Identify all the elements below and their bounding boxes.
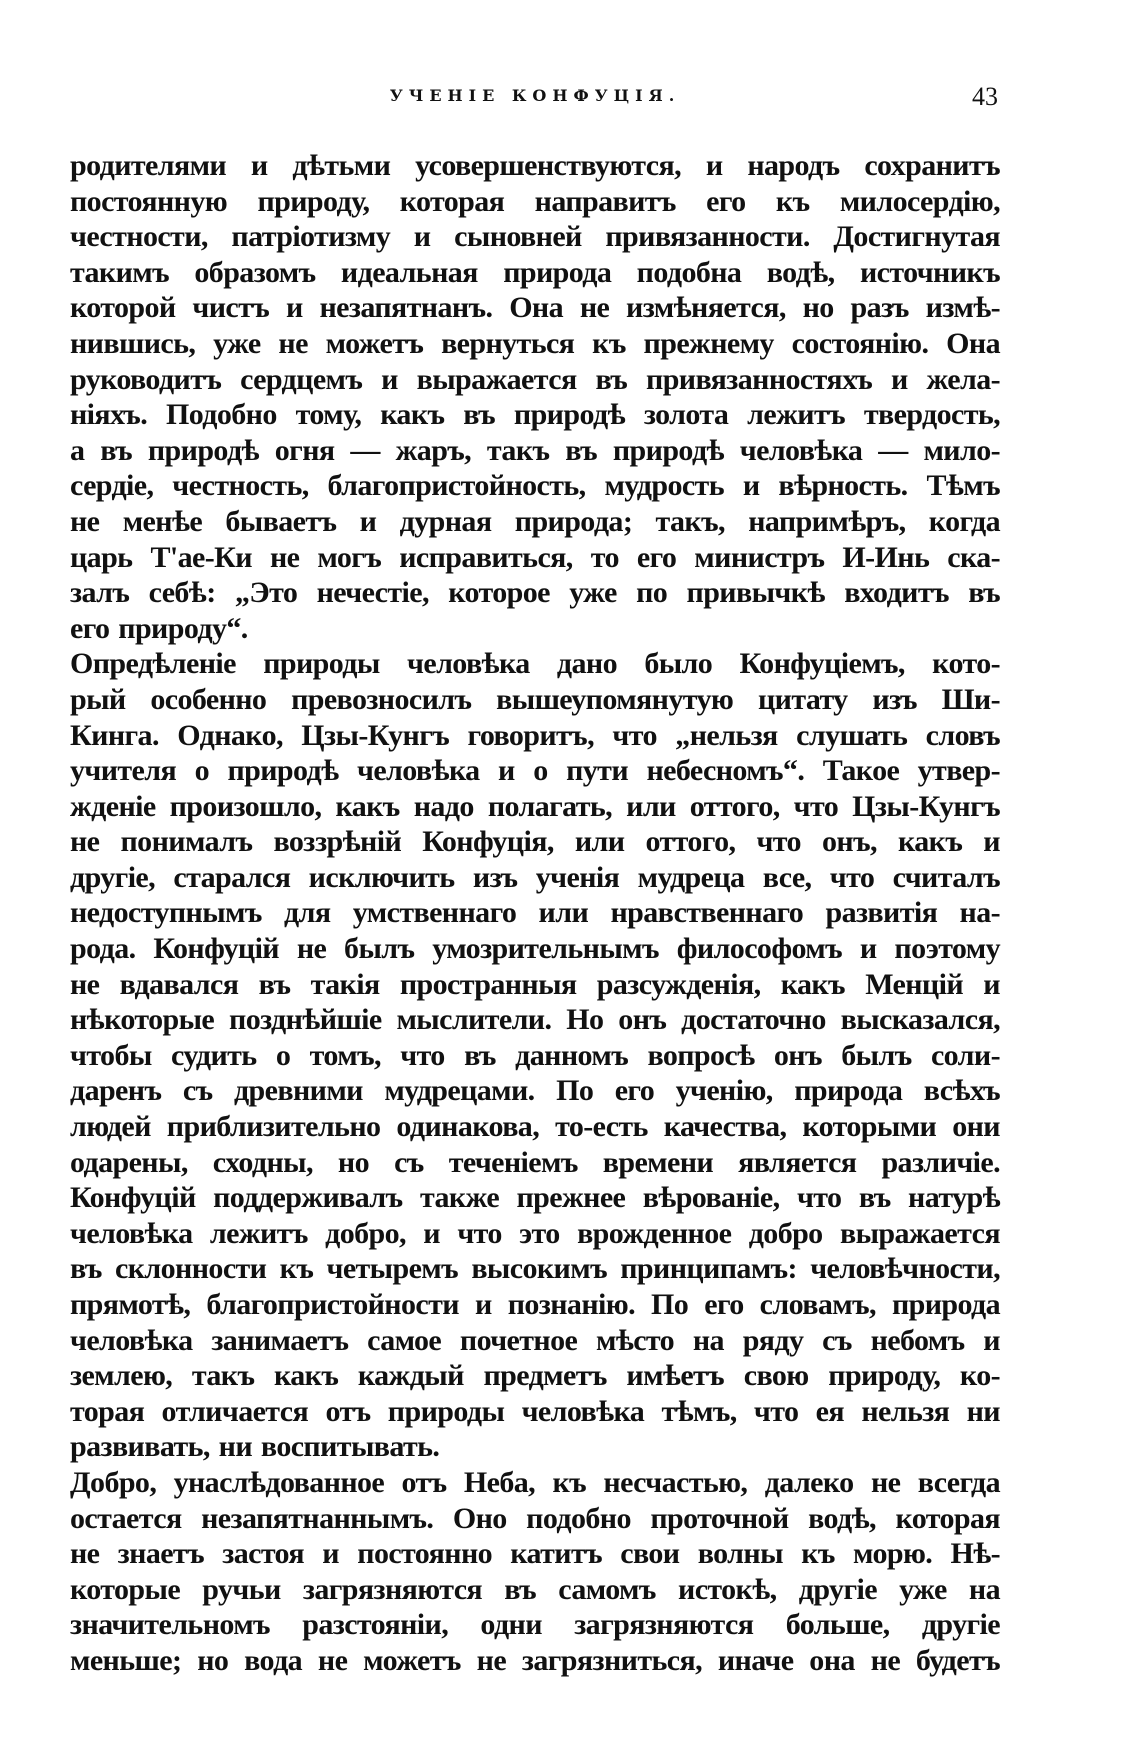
text-line: людей приблизительно одинакова, то-есть качества, которыми они [70,1110,1000,1144]
text-line: торая отличается отъ природы человѣка тѣмъ, что ея нельзя ни [70,1394,1000,1428]
text-line: значительномъ разстояніи, одни загрязняются больше, другіе [70,1608,1000,1642]
text-line: меньше; но вода не можетъ не загрязниться, иначе она не будетъ [70,1643,1000,1677]
running-title: УЧЕНІЕ КОНФУЦІЯ. [389,86,681,105]
text-line: даренъ съ древними мудрецами. По его ученію, природа всѣхъ [70,1074,1000,1108]
text-line: не знаетъ застоя и постоянно катитъ свои волны къ морю. Нѣ- [70,1537,1000,1571]
text-line: не вдавался въ такія пространныя разсужденія, какъ Менцій и [70,967,1000,1001]
text-line: руководитъ сердцемъ и выражается въ привязанностяхъ и жела- [70,362,1000,396]
text-line: человѣка лежитъ добро, и что это врожденное добро выражается [70,1216,1000,1250]
text-line: а въ природѣ огня — жаръ, такъ въ природѣ человѣка — мило- [70,433,1000,467]
text-line: сердіе, честность, благопристойность, мудрость и вѣрность. Тѣмъ [70,469,1000,503]
text-line: родителями и дѣтьми усовершенствуются, и народъ сохранитъ [70,149,1000,182]
text-line: которые ручьи загрязняются въ самомъ истокѣ, другіе уже на [70,1572,1000,1606]
text-line: которой чистъ и незапятнанъ. Она не измѣняется, но разъ измѣ- [70,291,1000,325]
paragraph [70,148,1000,646]
text-line: прямотѣ, благопристойности и познанію. По его словамъ, природа [70,1288,1000,1321]
text-line: не менѣе бываетъ и дурная природа; такъ, напримѣръ, когда [70,504,1000,538]
text-line: другіе, старался исключить изъ ученія мудреца все, что считалъ [70,860,1000,894]
text-line: не понималъ воззрѣній Конфуція, или оттого, что онъ, какъ и [70,825,1000,859]
text-line: Опредѣленіе природы человѣка дано было Конфуціемъ, кото- [70,647,1000,681]
text-line: остается незапятнаннымъ. Оно подобно проточной водѣ, которая [70,1501,1000,1535]
text-line: ніяхъ. Подобно тому, какъ въ природѣ золота лежитъ твердость, [70,398,1000,432]
text-line: честности, патріотизму и сыновней привязанности. Достигнутая [70,220,1000,254]
text-line: землею, такъ какъ каждый предметъ имѣетъ свою природу, ко- [70,1359,1000,1393]
text-line: его природу“. [70,611,248,645]
text-line: жденіе произошло, какъ надо полагать, или оттого, что Цзы-Кунгъ [70,789,1000,823]
paragraph [70,1465,1000,1679]
text-line: залъ себѣ: „Это нечестіе, которое уже по привычкѣ входитъ въ [70,576,1000,610]
page-number: 43 [972,82,998,111]
text-line: Добро, унаслѣдованное отъ Неба, къ несчастью, далеко не всегда [70,1465,1000,1499]
text-line: чтобы судить о томъ, что въ данномъ вопросѣ онъ былъ соли- [70,1038,1000,1072]
text-line: развивать, ни воспитывать. [70,1430,440,1464]
text-line: Кинга. Однако, Цзы-Кунгъ говоритъ, что „нельзя слушать словъ [70,718,1000,752]
text-line: постоянную природу, которая направитъ его къ милосердію, [70,184,1000,218]
text-line: такимъ образомъ идеальная природа подобна водѣ, источникъ [70,255,1000,289]
text-line: въ склонности къ четыремъ высокимъ принципамъ: человѣчности, [70,1252,1000,1286]
text-line: недоступнымъ для умственнаго или нравственнаго развитія на- [70,896,1000,930]
body-text [70,148,1000,1679]
text-line: одарены, сходны, но съ теченіемъ времени является различіе. [70,1145,1000,1179]
text-line: нившись, уже не можетъ вернуться къ прежнему состоянію. Она [70,326,1000,360]
running-head [72,82,998,112]
text-line: рый особенно превозносилъ вышеупомянутую цитату изъ Ши- [70,682,1000,716]
text-line: учителя о природѣ человѣка и о пути небесномъ“. Такое утвер- [70,754,1000,788]
text-line: рода. Конфуцій не былъ умозрительнымъ философомъ и поэтому [70,932,1000,966]
text-line: царь Т'ае-Ки не могъ исправиться, то его министръ И-Инь ска- [70,540,1000,574]
text-line: нѣкоторые позднѣйшіе мыслители. Но онъ достаточно высказался, [70,1003,1000,1037]
paragraph [70,646,1000,1465]
text-line: человѣка занимаетъ самое почетное мѣсто на ряду съ небомъ и [70,1323,1000,1357]
text-line: Конфуцій поддерживалъ также прежнее вѣрованіе, что въ натурѣ [70,1181,1000,1215]
